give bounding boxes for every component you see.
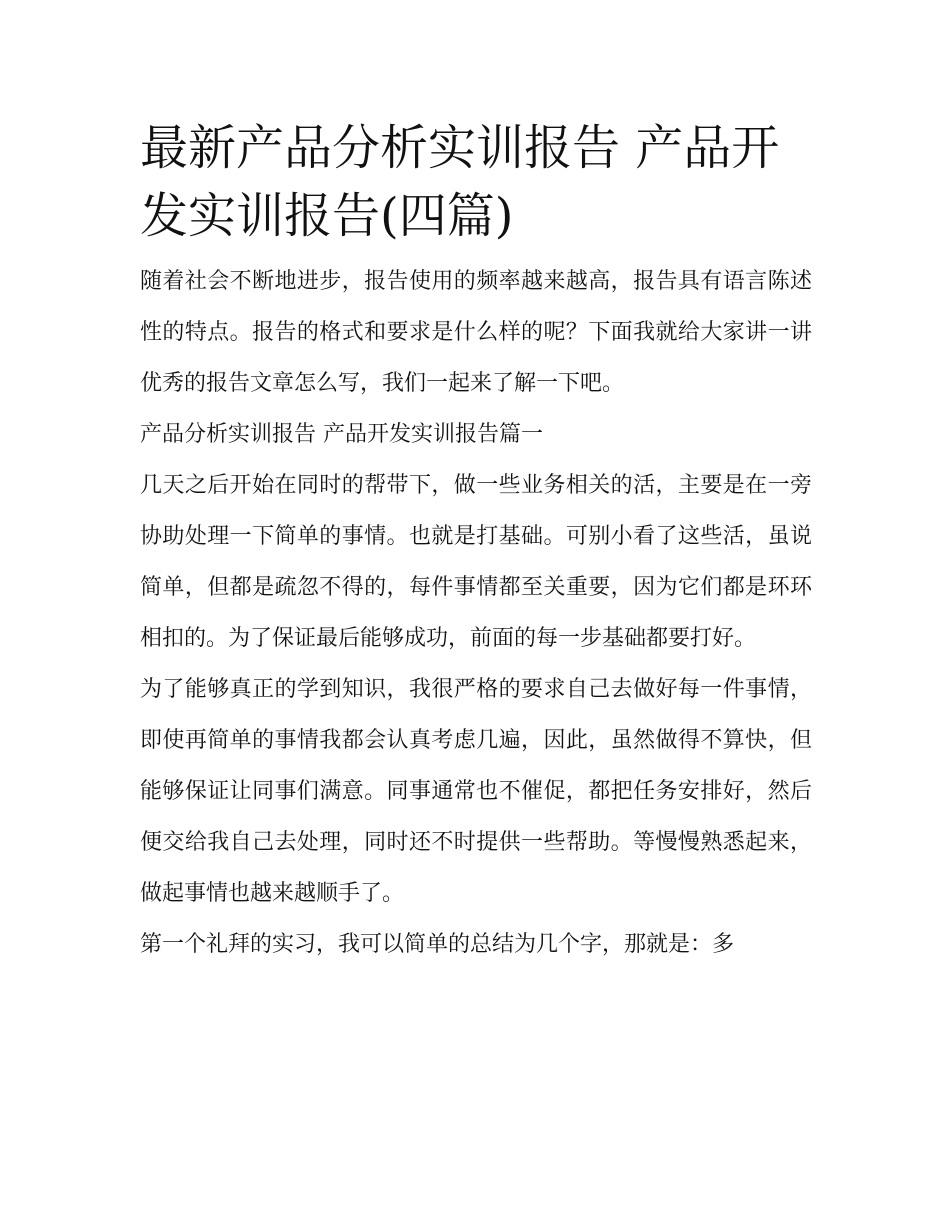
body-paragraph: 为了能够真正的学到知识，我很严格的要求自己去做好每一件事情，即使再简单的事情我都会认真考虑几遍，因此，虽然做得不算快，但能够保证让同事们满意。同事通常也不催促，都把任务安排好，然后便交给我自己去处理，同时还不时提供一些帮助。等慢慢熟悉起来，做起事情也越来越顺手了。	[140, 677, 812, 906]
section-heading: 产品分析实训报告 产品开发实训报告篇一	[140, 422, 543, 447]
document-body	[140, 114, 812, 970]
body-paragraph: 第一个礼拜的实习，我可以简单的总结为几个字，那就是：多	[140, 932, 735, 957]
intro-paragraph: 随着社会不断地进步，报告使用的频率越来越高，报告具有语言陈述性的特点。报告的格式和要求是什么样的呢？下面我就给大家讲一讲优秀的报告文章怎么写，我们一起来了解一下吧。	[140, 269, 812, 396]
document-title: 最新产品分析实训报告 产品开发实训报告(四篇)	[140, 120, 780, 244]
body-paragraph: 几天之后开始在同时的帮带下，做一些业务相关的活，主要是在一旁协助处理一下简单的事情。也就是打基础。可别小看了这些活，虽说简单，但都是疏忽不得的，每件事情都至关重要，因为它们都是环环相扣的。为了保证最后能够成功，前面的每一步基础都要打好。	[140, 473, 812, 651]
